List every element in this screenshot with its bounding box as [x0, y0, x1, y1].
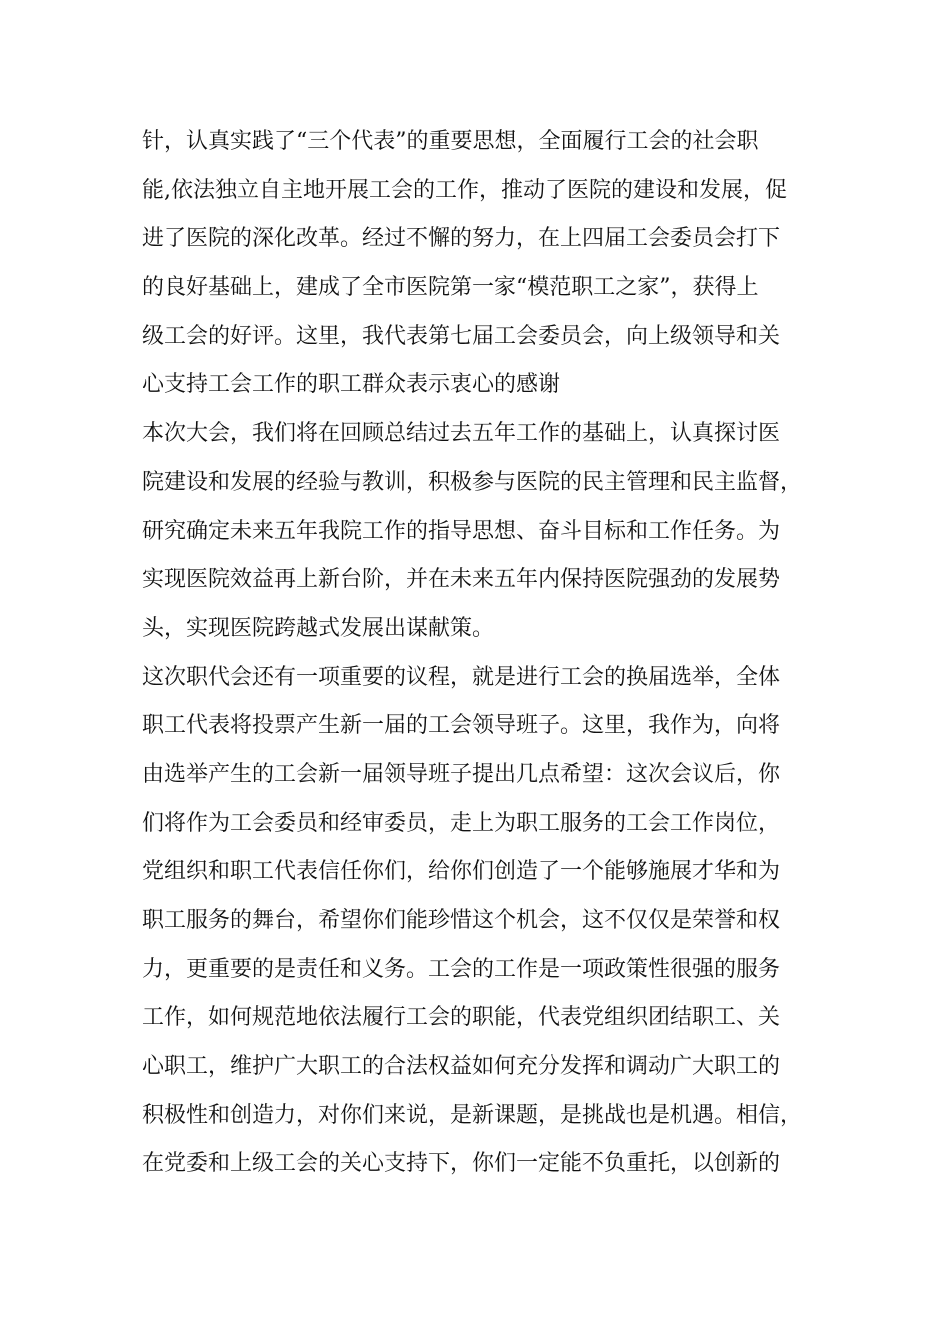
text-line: 在党委和上级工会的关心支持下，你们一定能不负重托，以创新的 [142, 1151, 781, 1177]
text-line: 院建设和发展的经验与教训，积极参与医院的民主管理和民主监督， [142, 469, 803, 495]
text-line: 心职工，维护广大职工的合法权益如何充分发挥和调动广大职工的 [142, 1054, 781, 1080]
text-line: 这次职代会还有一项重要的议程，就是进行工会的换届选举，全体 [142, 664, 781, 690]
text-line: 职工代表将投票产生新一届的工会领导班子。这里，我作为，向将 [142, 713, 781, 739]
text-line: 进了医院的深化改革。经过不懈的努力，在上四届工会委员会打下 [142, 226, 781, 252]
text-line: 由选举产生的工会新一届领导班子提出几点希望：这次会议后，你 [142, 761, 781, 787]
text-line: 积极性和创造力，对你们来说，是新课题，是挑战也是机遇。相信， [142, 1102, 803, 1128]
text-line: 工作，如何规范地依法履行工会的职能，代表党组织团结职工、关 [142, 1005, 781, 1031]
text-line: 能,依法独立自主地开展工会的工作，推动了医院的建设和发展，促 [142, 177, 787, 203]
text-line: 们将作为工会委员和经审委员，走上为职工服务的工会工作岗位， [142, 810, 781, 836]
text-line: 实现医院效益再上新台阶，并在未来五年内保持医院强劲的发展势 [142, 567, 781, 593]
text-line: 研究确定未来五年我院工作的指导思想、奋斗目标和工作任务。为 [142, 518, 781, 544]
text-line: 力，更重要的是责任和义务。工会的工作是一项政策性很强的服务 [142, 956, 781, 982]
text-line: 级工会的好评。这里，我代表第七届工会委员会，向上级领导和关 [142, 323, 781, 349]
text-line: 针，认真实践了“三个代表”的重要思想，全面履行工会的社会职 [142, 129, 759, 154]
text-line: 的良好基础上，建成了全市医院第一家“模范职工之家”，获得上 [142, 275, 759, 301]
text-line: 本次大会，我们将在回顾总结过去五年工作的基础上，认真探讨医 [142, 421, 781, 447]
document-body [142, 118, 832, 1189]
text-line: 头，实现医院跨越式发展出谋献策。 [142, 615, 495, 641]
text-line: 党组织和职工代表信任你们，给你们创造了一个能够施展才华和为 [142, 859, 781, 885]
text-line: 心支持工会工作的职工群众表示衷心的感谢 [142, 372, 561, 398]
text-line: 职工服务的舞台，希望你们能珍惜这个机会，这不仅仅是荣誉和权 [142, 908, 781, 933]
